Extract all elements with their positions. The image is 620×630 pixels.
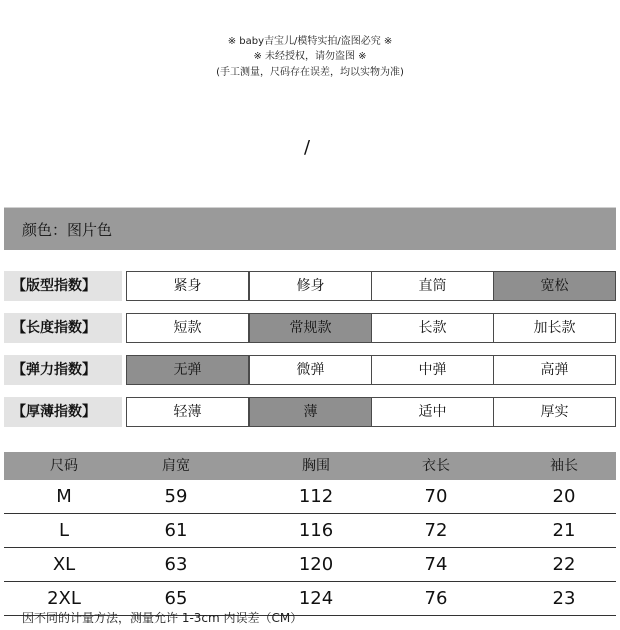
index-option: 常规款 <box>249 313 372 343</box>
table-cell: 20 <box>552 486 576 507</box>
index-option: 轻薄 <box>126 397 249 427</box>
table-cell: 22 <box>552 554 576 575</box>
index-option: 微弹 <box>249 355 372 385</box>
table-cell: M <box>56 486 72 507</box>
index-option: 短款 <box>126 313 249 343</box>
table-cell: 120 <box>298 554 334 575</box>
index-row-length <box>4 313 616 343</box>
table-row <box>4 548 616 582</box>
table-cell: 65 <box>164 588 188 609</box>
table-cell: 72 <box>424 520 448 541</box>
table-cell: 2XL <box>47 588 81 609</box>
table-cell: 112 <box>298 486 334 507</box>
index-row-stretch <box>4 355 616 385</box>
index-option: 加长款 <box>493 313 616 343</box>
table-cell: 124 <box>298 588 334 609</box>
header-cell: 肩宽 <box>162 458 190 474</box>
table-cell: 70 <box>424 486 448 507</box>
index-label: 【弹力指数】 <box>4 355 122 385</box>
notice-line-2: ※ 未经授权，请勿盗图 ※ <box>253 51 367 62</box>
index-option: 直筒 <box>371 271 494 301</box>
table-cell: 61 <box>164 520 188 541</box>
index-option: 厚实 <box>493 397 616 427</box>
notice-line-1: ※ baby吉宝儿/模特实拍/盗图必究 ※ <box>227 36 393 47</box>
index-option: 高弹 <box>493 355 616 385</box>
index-label: 【长度指数】 <box>4 313 122 343</box>
table-cell: 74 <box>424 554 448 575</box>
table-cell: 76 <box>424 588 448 609</box>
table-cell: 23 <box>552 588 576 609</box>
header-cell: 衣长 <box>422 458 450 474</box>
color-info: 颜色：图片色 <box>22 221 113 239</box>
index-option: 修身 <box>249 271 372 301</box>
table-row <box>4 514 616 548</box>
index-option: 宽松 <box>493 271 616 301</box>
table-cell: 63 <box>164 554 188 575</box>
table-cell: XL <box>52 554 76 575</box>
table-cell: 116 <box>298 520 334 541</box>
header-cell: 袖长 <box>550 458 578 474</box>
index-option: 薄 <box>249 397 372 427</box>
index-option: 适中 <box>371 397 494 427</box>
divider-mark: / <box>304 137 311 158</box>
index-row-fit <box>4 271 616 301</box>
footnote: 因不同的计量方法，测量允许 1-3cm 内误差（CM） <box>22 611 303 625</box>
index-option: 紧身 <box>126 271 249 301</box>
color-bar <box>4 207 616 250</box>
size-table <box>4 452 616 616</box>
header-cell: 尺码 <box>50 458 78 474</box>
index-option: 长款 <box>371 313 494 343</box>
index-option: 中弹 <box>371 355 494 385</box>
size-table-header <box>4 452 616 480</box>
header-cell: 胸围 <box>302 458 330 474</box>
table-cell: 21 <box>552 520 576 541</box>
table-cell: L <box>58 520 70 541</box>
index-label: 【版型指数】 <box>4 271 122 301</box>
index-option: 无弹 <box>126 355 249 385</box>
table-cell: 59 <box>164 486 188 507</box>
notice-line-3: (手工测量，尺码存在误差，均以实物为准) <box>216 67 404 78</box>
index-label: 【厚薄指数】 <box>4 397 122 427</box>
index-row-thickness <box>4 397 616 427</box>
table-row <box>4 480 616 514</box>
